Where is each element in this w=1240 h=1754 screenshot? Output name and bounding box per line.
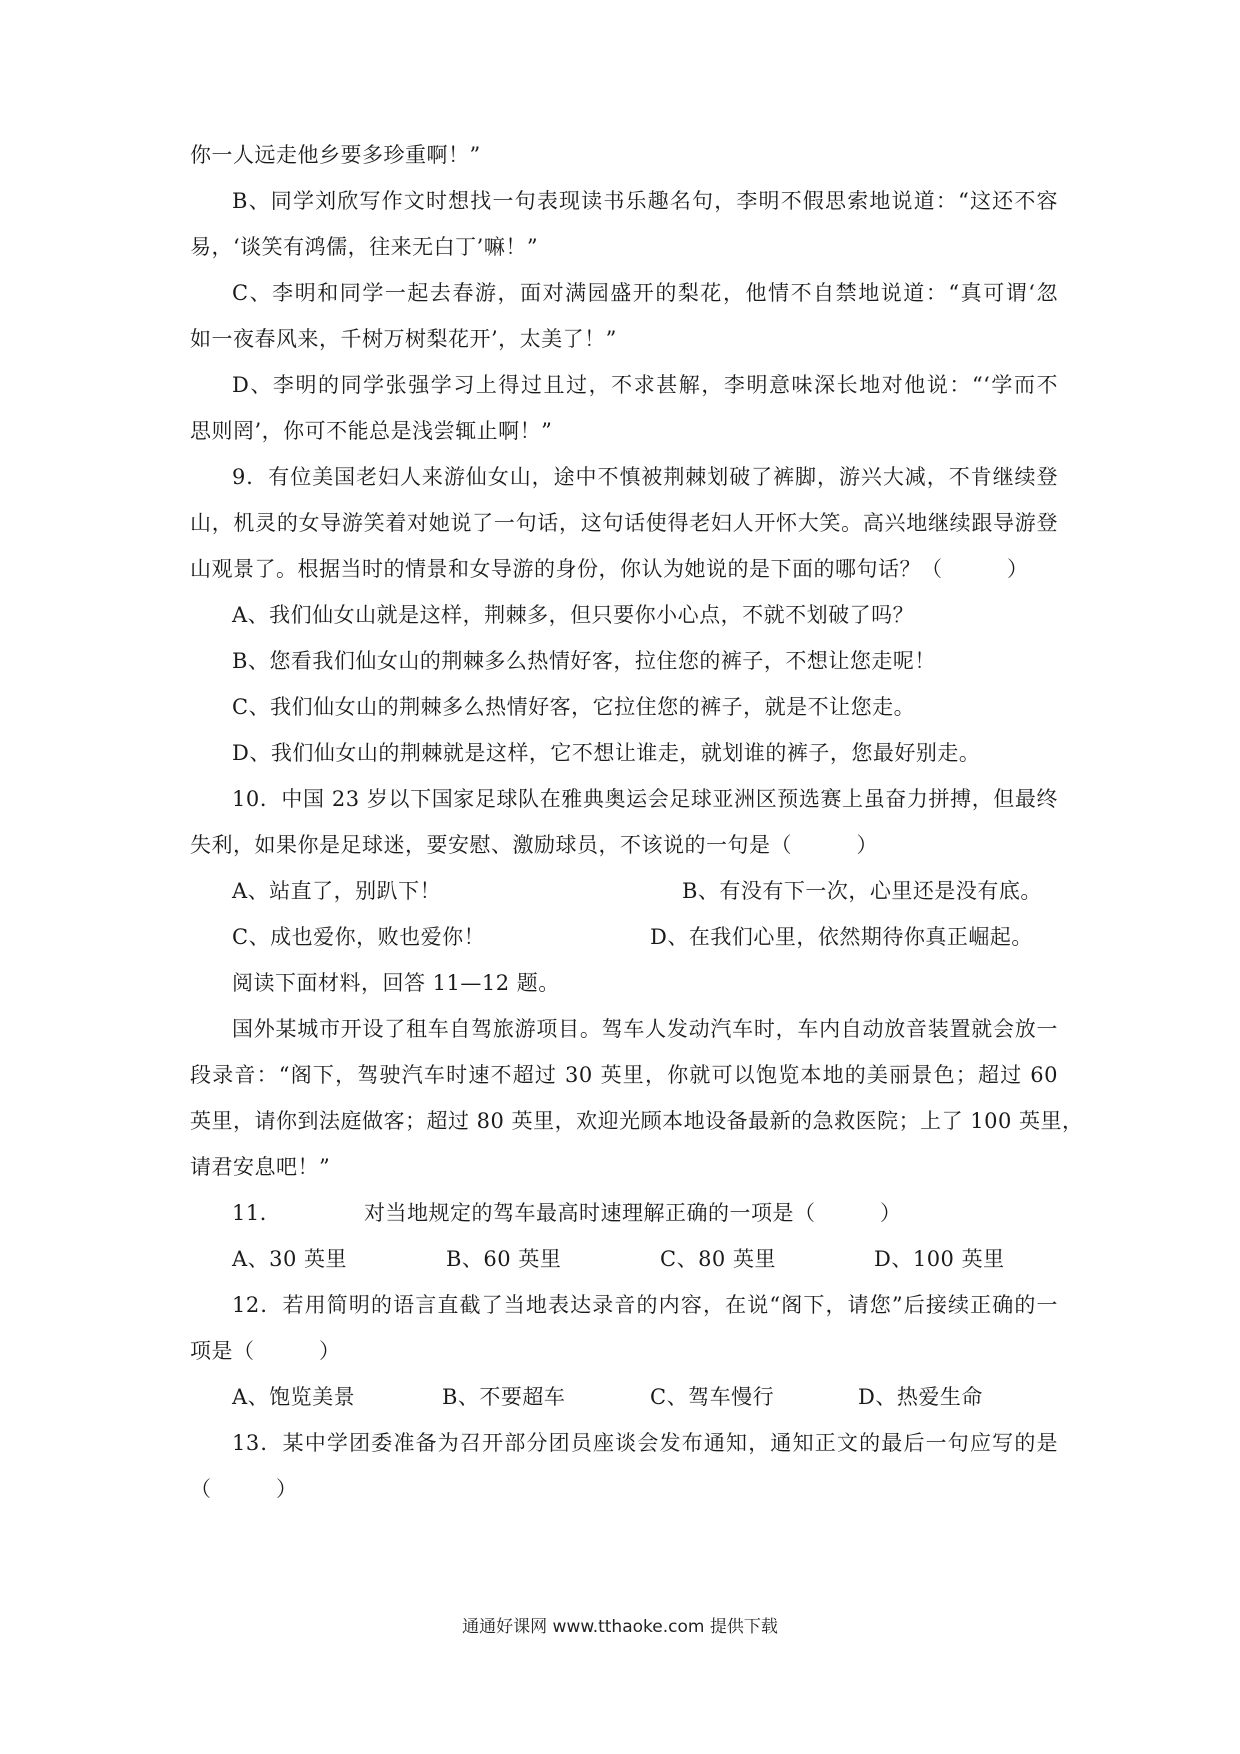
passage-line: 请君安息吧！” [190,1155,331,1179]
q11-option-a: A、30 英里 [232,1247,348,1271]
q9-option-d: D、我们仙女山的荆棘就是这样，它不想让谁走，就划谁的裤子，您最好别走。 [232,741,981,765]
text-line: 你一人远走他乡要多珍重啊！” [190,143,481,167]
q12-option-d: D、热爱生命 [858,1385,983,1409]
text-line: 如一夜春风来，千树万树梨花开’，太美了！” [190,327,617,351]
text-line: 失利，如果你是足球迷，要安慰、激励球员，不该说的一句是（ ） [190,833,878,857]
q11-option-c: C、80 英里 [660,1247,776,1271]
option-d-line: D、李明的同学张强学习上得过且过，不求甚解，李明意味深长地对他说：“‘学而不 [232,373,1058,397]
passage-line: 国外某城市开设了租车自驾旅游项目。驾车人发动汽车时，车内自动放音装置就会放一 [232,1017,1058,1041]
question-12-line: 12．若用简明的语言直截了当地表达录音的内容，在说“阁下，请您”后接续正确的一 [232,1293,1058,1317]
q9-option-a: A、我们仙女山就是这样，荆棘多，但只要你小心点，不就不划破了吗？ [232,603,915,627]
q11-option-b: B、60 英里 [446,1247,562,1271]
text-line: 项是（ ） [190,1339,341,1363]
q10-option-d: D、在我们心里，依然期待你真正崛起。 [650,925,1033,949]
text-line: （ ） [190,1477,298,1501]
text-line: 山，机灵的女导游笑着对她说了一句话，这句话使得老妇人开怀大笑。高兴地继续跟导游登 [190,511,1058,535]
question-11-number: 11． [232,1201,282,1225]
q12-option-c: C、驾车慢行 [650,1385,775,1409]
q10-option-c: C、成也爱你，败也爱你！ [232,925,486,949]
question-11-text: 对当地规定的驾车最高时速理解正确的一项是（ ） [364,1201,902,1225]
text-line: 思则罔’，你可不能总是浅尝辄止啊！” [190,419,553,443]
question-9-line: 9．有位美国老妇人来游仙女山，途中不慎被荆棘划破了裤脚，游兴大减，不肯继续登 [232,465,1058,489]
reading-instruction: 阅读下面材料，回答 11—12 题。 [232,971,560,995]
option-b-line: B、同学刘欣写作文时想找一句表现读书乐趣名句，李明不假思索地说道：“这还不容 [232,189,1058,213]
question-13-line: 13．某中学团委准备为召开部分团员座谈会发布通知，通知正文的最后一句应写的是 [232,1431,1058,1455]
question-10-line: 10．中国 23 岁以下国家足球队在雅典奥运会足球亚洲区预选赛上虽奋力拼搏，但最终 [232,787,1058,811]
option-c-line: C、李明和同学一起去春游，面对满园盛开的梨花，他情不自禁地说道：“真可谓‘忽 [232,281,1058,305]
q11-option-d: D、100 英里 [874,1247,1005,1271]
q9-option-c: C、我们仙女山的荆棘多么热情好客，它拉住您的裤子，就是不让您走。 [232,695,916,719]
q9-option-b: B、您看我们仙女山的荆棘多么热情好客，拉住您的裤子，不想让您走呢！ [232,649,936,673]
page-footer: 通通好课网 www.tthaoke.com 提供下载 [462,1617,778,1637]
q12-option-b: B、不要超车 [442,1385,566,1409]
text-line: 山观景了。根据当时的情景和女导游的身份，你认为她说的是下面的哪句话？（ ） [190,557,1029,581]
q10-option-a: A、站直了，别趴下！ [232,879,442,903]
passage-line: 段录音：“阁下，驾驶汽车时速不超过 30 英里，你就可以饱览本地的美丽景色；超过 60 [190,1063,1058,1087]
q10-option-b: B、有没有下一次，心里还是没有底。 [682,879,1042,903]
text-line: 易，‘谈笑有鸿儒，往来无白丁’嘛！” [190,235,539,259]
q12-option-a: A、饱览美景 [232,1385,356,1409]
passage-line: 英里，请你到法庭做客；超过 80 英里，欢迎光顾本地设备最新的急救医院；上了 100 英里， [190,1109,1084,1133]
